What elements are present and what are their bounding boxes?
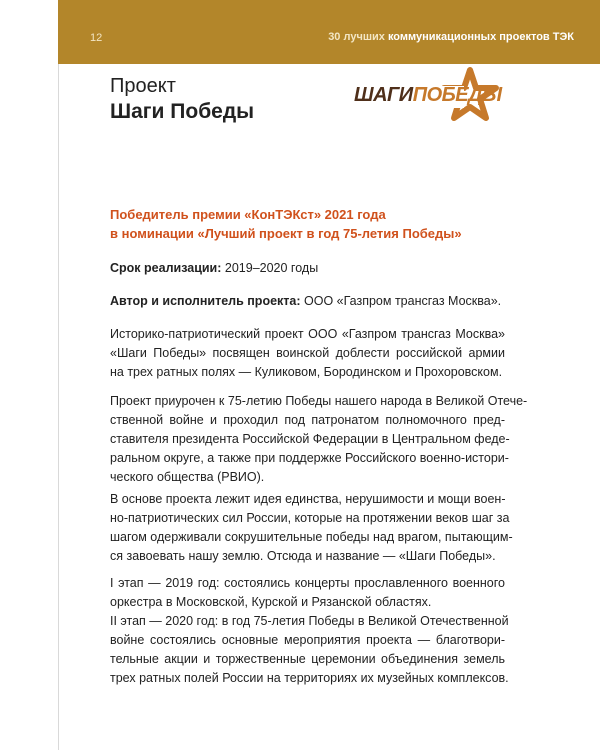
logo-word-2: ПОБЕДЫ [412, 84, 502, 106]
paragraph-line: ся завоевать нашу землю. Отсюда и название — «Шаги Победы». [110, 549, 496, 563]
running-head [328, 31, 574, 43]
project-logo [352, 66, 502, 128]
term-label: Срок реализации: [110, 261, 222, 275]
paragraph-line: ставителя президента Российской Федерации в Центральном феде- [110, 432, 510, 446]
paragraph-line: войне состоялись основные мероприятия проекта — благотвори- [110, 633, 505, 647]
implementation-term [110, 259, 505, 278]
award-line: в номинации «Лучший проект в год 75-летия Победы» [110, 226, 462, 241]
award-line: Победитель премии «КонТЭКст» 2021 года [110, 207, 386, 222]
paragraph-line: ческого общества (РВИО). [110, 470, 265, 484]
project-author [110, 292, 505, 311]
page-edge [58, 0, 59, 750]
paragraph-line: «Шаги Победы» посвящен воинской доблести российской армии [110, 346, 505, 360]
paragraph-line: трех ратных полей России на территориях их музейных комплексов. [110, 671, 509, 685]
logo-word-1: ШАГИ [354, 84, 413, 106]
term-value: 2019–2020 годы [221, 261, 319, 275]
paragraph-4 [110, 574, 509, 688]
running-head-light: 30 лучших [328, 31, 388, 43]
author-label: Автор и исполнитель проекта: [110, 294, 301, 308]
paragraph-line: ственной войне и проходил под патронатом полномочного пред- [110, 413, 505, 427]
paragraph-3 [110, 490, 513, 566]
paragraph-line: на трех ратных полях — Куликовом, Бородинском и Прохоровском. [110, 365, 503, 379]
paragraph-line: ральном округе, а также при поддержке Российского военно-истори- [110, 451, 509, 465]
paragraph-line: но-патриотических сил России, которые на протяжении веков шаг за [110, 511, 510, 525]
paragraph-line: В основе проекта лежит идея единства, нерушимости и мощи воен- [110, 492, 506, 506]
paragraph-2 [110, 392, 528, 487]
paragraph-line: Проект приурочен к 75-летию Победы нашего народа в Великой Отече- [110, 394, 528, 408]
paragraph-line: оркестра в Московской, Курской и Рязанской областях. [110, 595, 432, 609]
logo-text [354, 84, 502, 107]
running-head-bold: коммуникационных проектов ТЭК [387, 31, 574, 43]
project-title: Шаги Победы [110, 100, 255, 123]
project-label: Проект [110, 75, 176, 97]
page-number: 12 [90, 32, 103, 44]
author-value: ООО «Газпром трансгаз Москва». [300, 294, 502, 308]
paragraph-line: Историко-патриотический проект ООО «Газпром трансгаз Москва» [110, 327, 505, 341]
award-text [110, 205, 462, 243]
paragraph-line: тельные акции и торжественные церемонии объединения земель [110, 652, 505, 666]
paragraph-line: II этап — 2020 год: в год 75-летия Победы в Великой Отечественной [110, 614, 509, 628]
paragraph-1 [110, 325, 505, 382]
paragraph-line: шагом одерживали сокрушительные победы над врагом, пытающим- [110, 530, 513, 544]
paragraph-line: I этап — 2019 год: состоялись концерты прославленного военного [110, 576, 505, 590]
